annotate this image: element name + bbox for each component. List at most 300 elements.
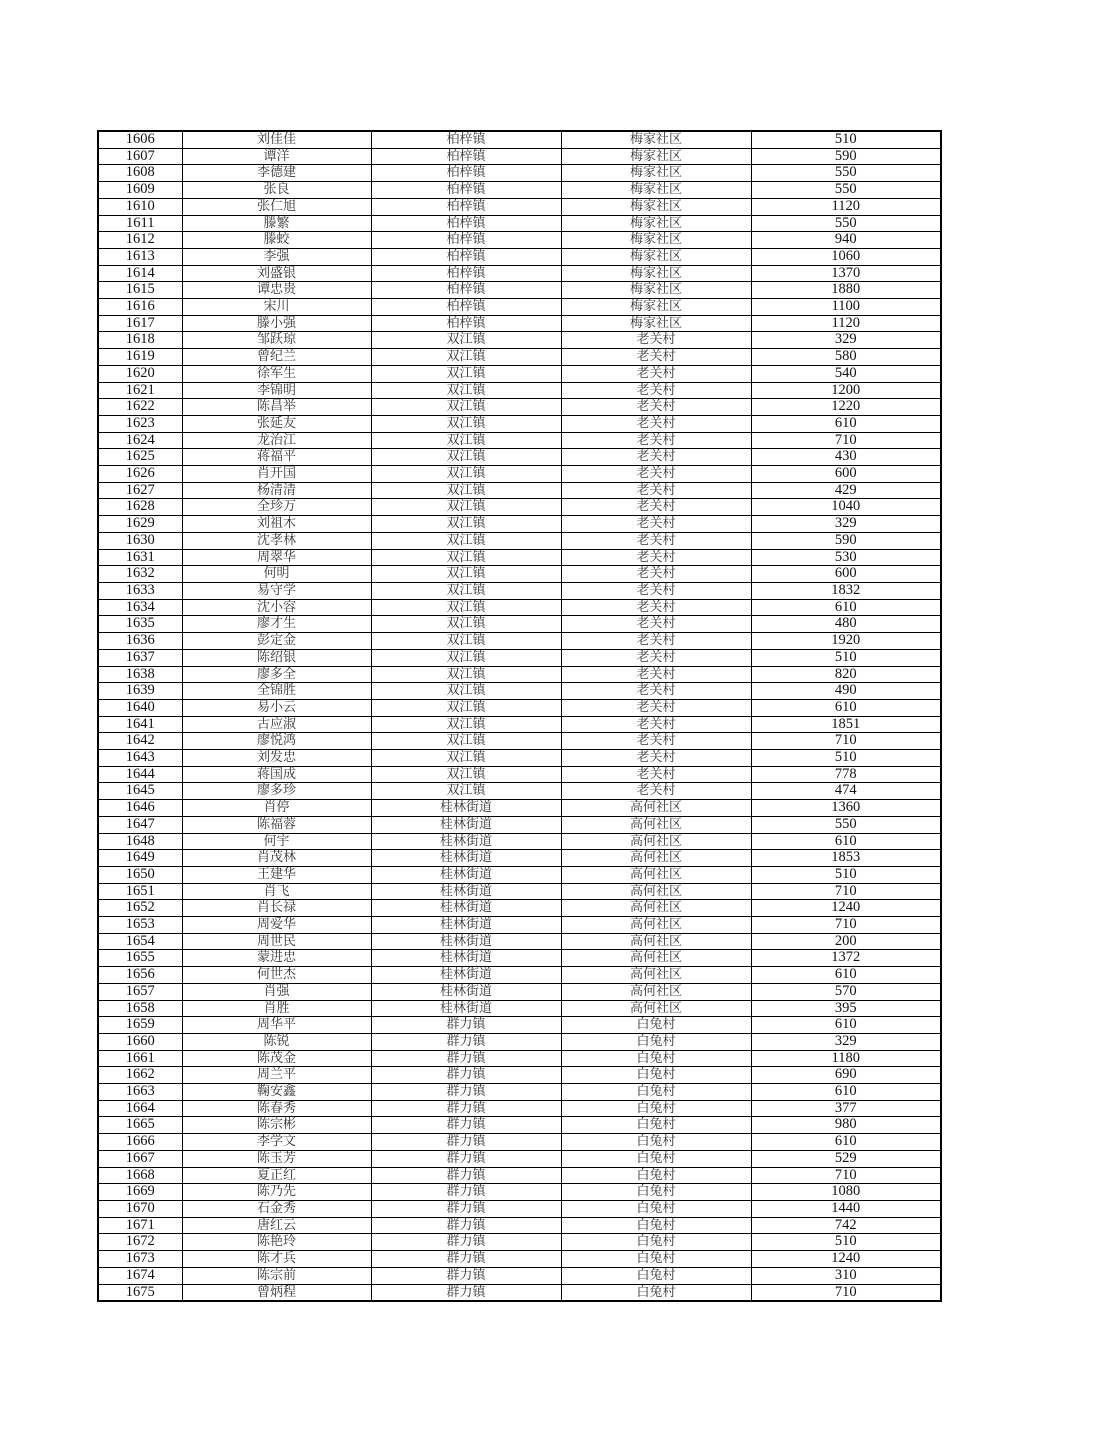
row-number-cell: 1671 — [98, 1217, 182, 1234]
row-number-cell: 1634 — [98, 599, 182, 616]
table-row — [98, 967, 941, 984]
row-number-cell: 1665 — [98, 1117, 182, 1134]
village-cell: 老关村 — [561, 399, 751, 416]
amount-cell: 610 — [751, 415, 941, 432]
name-cell: 肖停 — [182, 800, 371, 817]
name-cell: 陈玉芳 — [182, 1150, 371, 1167]
amount-cell: 510 — [751, 649, 941, 666]
village-cell: 白兔村 — [561, 1150, 751, 1167]
table-row — [98, 299, 941, 316]
amount-cell: 510 — [751, 866, 941, 883]
village-cell: 老关村 — [561, 382, 751, 399]
name-cell: 周世民 — [182, 933, 371, 950]
table-row — [98, 1067, 941, 1084]
row-number-cell: 1637 — [98, 649, 182, 666]
town-cell: 群力镇 — [371, 1033, 561, 1050]
name-cell: 宋川 — [182, 299, 371, 316]
name-cell: 陈宗彬 — [182, 1117, 371, 1134]
village-cell: 梅家社区 — [561, 165, 751, 182]
table-row — [98, 616, 941, 633]
table-row — [98, 1167, 941, 1184]
village-cell: 高何社区 — [561, 917, 751, 934]
row-number-cell: 1658 — [98, 1000, 182, 1017]
table-row — [98, 599, 941, 616]
row-number-cell: 1655 — [98, 950, 182, 967]
town-cell: 柏梓镇 — [371, 198, 561, 215]
name-cell: 易小云 — [182, 699, 371, 716]
village-cell: 白兔村 — [561, 1184, 751, 1201]
village-cell: 老关村 — [561, 499, 751, 516]
amount-cell: 710 — [751, 883, 941, 900]
table-row — [98, 432, 941, 449]
name-cell: 滕繁 — [182, 215, 371, 232]
village-cell: 老关村 — [561, 549, 751, 566]
village-cell: 老关村 — [561, 666, 751, 683]
amount-cell: 590 — [751, 148, 941, 165]
town-cell: 群力镇 — [371, 1067, 561, 1084]
row-number-cell: 1612 — [98, 232, 182, 249]
amount-cell: 550 — [751, 215, 941, 232]
village-cell: 老关村 — [561, 766, 751, 783]
table-row — [98, 1134, 941, 1151]
town-cell: 双江镇 — [371, 499, 561, 516]
town-cell: 柏梓镇 — [371, 215, 561, 232]
village-cell: 白兔村 — [561, 1167, 751, 1184]
row-number-cell: 1632 — [98, 566, 182, 583]
town-cell: 群力镇 — [371, 1201, 561, 1218]
table-row — [98, 549, 941, 566]
amount-cell: 510 — [751, 1234, 941, 1251]
town-cell: 双江镇 — [371, 449, 561, 466]
village-cell: 白兔村 — [561, 1267, 751, 1284]
row-number-cell: 1606 — [98, 131, 182, 148]
table-row — [98, 716, 941, 733]
table-row — [98, 282, 941, 299]
village-cell: 白兔村 — [561, 1201, 751, 1218]
amount-cell: 329 — [751, 516, 941, 533]
name-cell: 廖才生 — [182, 616, 371, 633]
name-cell: 李锦明 — [182, 382, 371, 399]
table-row — [98, 666, 941, 683]
table-row — [98, 332, 941, 349]
row-number-cell: 1650 — [98, 866, 182, 883]
village-cell: 梅家社区 — [561, 215, 751, 232]
name-cell: 谭忠贵 — [182, 282, 371, 299]
town-cell: 双江镇 — [371, 683, 561, 700]
row-number-cell: 1653 — [98, 917, 182, 934]
row-number-cell: 1644 — [98, 766, 182, 783]
name-cell: 蒙进忠 — [182, 950, 371, 967]
amount-cell: 329 — [751, 332, 941, 349]
village-cell: 高何社区 — [561, 833, 751, 850]
row-number-cell: 1624 — [98, 432, 182, 449]
town-cell: 双江镇 — [371, 733, 561, 750]
amount-cell: 600 — [751, 566, 941, 583]
village-cell: 梅家社区 — [561, 198, 751, 215]
amount-cell: 570 — [751, 983, 941, 1000]
town-cell: 双江镇 — [371, 750, 561, 767]
amount-cell: 1100 — [751, 299, 941, 316]
village-cell: 梅家社区 — [561, 131, 751, 148]
row-number-cell: 1669 — [98, 1184, 182, 1201]
name-cell: 邹跃琼 — [182, 332, 371, 349]
name-cell: 周翠华 — [182, 549, 371, 566]
village-cell: 高何社区 — [561, 933, 751, 950]
amount-cell: 610 — [751, 1017, 941, 1034]
name-cell: 刘发忠 — [182, 750, 371, 767]
row-number-cell: 1651 — [98, 883, 182, 900]
town-cell: 双江镇 — [371, 365, 561, 382]
row-number-cell: 1657 — [98, 983, 182, 1000]
town-cell: 群力镇 — [371, 1150, 561, 1167]
row-number-cell: 1647 — [98, 816, 182, 833]
row-number-cell: 1627 — [98, 482, 182, 499]
row-number-cell: 1661 — [98, 1050, 182, 1067]
row-number-cell: 1609 — [98, 182, 182, 199]
table-row — [98, 349, 941, 366]
amount-cell: 778 — [751, 766, 941, 783]
town-cell: 双江镇 — [371, 382, 561, 399]
village-cell: 高何社区 — [561, 866, 751, 883]
table-row — [98, 633, 941, 650]
village-cell: 高何社区 — [561, 950, 751, 967]
name-cell: 徐军生 — [182, 365, 371, 382]
amount-cell: 429 — [751, 482, 941, 499]
name-cell: 廖多珍 — [182, 783, 371, 800]
village-cell: 白兔村 — [561, 1217, 751, 1234]
table-row — [98, 499, 941, 516]
town-cell: 桂林街道 — [371, 850, 561, 867]
town-cell: 群力镇 — [371, 1050, 561, 1067]
town-cell: 群力镇 — [371, 1117, 561, 1134]
name-cell: 陈春秀 — [182, 1100, 371, 1117]
name-cell: 李强 — [182, 248, 371, 265]
town-cell: 双江镇 — [371, 783, 561, 800]
name-cell: 石金秀 — [182, 1201, 371, 1218]
village-cell: 老关村 — [561, 466, 751, 483]
name-cell: 陈乃先 — [182, 1184, 371, 1201]
table-row — [98, 1284, 941, 1301]
village-cell: 白兔村 — [561, 1100, 751, 1117]
amount-cell: 1180 — [751, 1050, 941, 1067]
name-cell: 张延友 — [182, 415, 371, 432]
table-row — [98, 950, 941, 967]
village-cell: 老关村 — [561, 365, 751, 382]
town-cell: 双江镇 — [371, 516, 561, 533]
name-cell: 沈孝林 — [182, 532, 371, 549]
row-number-cell: 1614 — [98, 265, 182, 282]
town-cell: 双江镇 — [371, 482, 561, 499]
amount-cell: 710 — [751, 1167, 941, 1184]
amount-cell: 980 — [751, 1117, 941, 1134]
data-table — [97, 130, 942, 1302]
table-row — [98, 783, 941, 800]
amount-cell: 1240 — [751, 900, 941, 917]
town-cell: 双江镇 — [371, 582, 561, 599]
table-row — [98, 198, 941, 215]
amount-cell: 1880 — [751, 282, 941, 299]
table-row — [98, 983, 941, 1000]
village-cell: 老关村 — [561, 582, 751, 599]
table-row — [98, 850, 941, 867]
row-number-cell: 1649 — [98, 850, 182, 867]
town-cell: 群力镇 — [371, 1217, 561, 1234]
table-row — [98, 482, 941, 499]
name-cell: 李德建 — [182, 165, 371, 182]
name-cell: 龙治江 — [182, 432, 371, 449]
village-cell: 梅家社区 — [561, 148, 751, 165]
amount-cell: 710 — [751, 432, 941, 449]
town-cell: 双江镇 — [371, 699, 561, 716]
town-cell: 柏梓镇 — [371, 282, 561, 299]
table-row — [98, 1000, 941, 1017]
town-cell: 群力镇 — [371, 1017, 561, 1034]
amount-cell: 540 — [751, 365, 941, 382]
village-cell: 老关村 — [561, 783, 751, 800]
name-cell: 刘盛银 — [182, 265, 371, 282]
town-cell: 群力镇 — [371, 1184, 561, 1201]
town-cell: 双江镇 — [371, 616, 561, 633]
table-row — [98, 933, 941, 950]
name-cell: 陈才兵 — [182, 1251, 371, 1268]
name-cell: 彭定金 — [182, 633, 371, 650]
name-cell: 周华平 — [182, 1017, 371, 1034]
amount-cell: 1200 — [751, 382, 941, 399]
row-number-cell: 1673 — [98, 1251, 182, 1268]
table-row — [98, 1184, 941, 1201]
amount-cell: 610 — [751, 967, 941, 984]
town-cell: 桂林街道 — [371, 900, 561, 917]
amount-cell: 1080 — [751, 1184, 941, 1201]
amount-cell: 1851 — [751, 716, 941, 733]
village-cell: 白兔村 — [561, 1234, 751, 1251]
table-row — [98, 131, 941, 148]
name-cell: 何明 — [182, 566, 371, 583]
amount-cell: 820 — [751, 666, 941, 683]
town-cell: 桂林街道 — [371, 983, 561, 1000]
village-cell: 老关村 — [561, 432, 751, 449]
row-number-cell: 1656 — [98, 967, 182, 984]
amount-cell: 510 — [751, 131, 941, 148]
row-number-cell: 1667 — [98, 1150, 182, 1167]
town-cell: 双江镇 — [371, 466, 561, 483]
row-number-cell: 1641 — [98, 716, 182, 733]
name-cell: 肖强 — [182, 983, 371, 1000]
table-row — [98, 182, 941, 199]
name-cell: 陈茂金 — [182, 1050, 371, 1067]
amount-cell: 1220 — [751, 399, 941, 416]
name-cell: 刘祖木 — [182, 516, 371, 533]
row-number-cell: 1621 — [98, 382, 182, 399]
name-cell: 肖茂林 — [182, 850, 371, 867]
amount-cell: 590 — [751, 532, 941, 549]
village-cell: 白兔村 — [561, 1084, 751, 1101]
table-row — [98, 532, 941, 549]
amount-cell: 610 — [751, 1084, 941, 1101]
town-cell: 群力镇 — [371, 1234, 561, 1251]
row-number-cell: 1635 — [98, 616, 182, 633]
table-row — [98, 699, 941, 716]
row-number-cell: 1608 — [98, 165, 182, 182]
town-cell: 柏梓镇 — [371, 165, 561, 182]
name-cell: 何宇 — [182, 833, 371, 850]
row-number-cell: 1620 — [98, 365, 182, 382]
table-body — [98, 131, 941, 1301]
table-row — [98, 866, 941, 883]
amount-cell: 1440 — [751, 1201, 941, 1218]
village-cell: 老关村 — [561, 733, 751, 750]
town-cell: 双江镇 — [371, 549, 561, 566]
row-number-cell: 1672 — [98, 1234, 182, 1251]
name-cell: 李学文 — [182, 1134, 371, 1151]
town-cell: 桂林街道 — [371, 833, 561, 850]
amount-cell: 200 — [751, 933, 941, 950]
town-cell: 群力镇 — [371, 1267, 561, 1284]
table-row — [98, 917, 941, 934]
table-row — [98, 516, 941, 533]
amount-cell: 550 — [751, 816, 941, 833]
amount-cell: 395 — [751, 1000, 941, 1017]
table-row — [98, 816, 941, 833]
table-row — [98, 399, 941, 416]
village-cell: 梅家社区 — [561, 299, 751, 316]
row-number-cell: 1664 — [98, 1100, 182, 1117]
village-cell: 老关村 — [561, 566, 751, 583]
table-row — [98, 1251, 941, 1268]
table-row — [98, 800, 941, 817]
town-cell: 柏梓镇 — [371, 265, 561, 282]
amount-cell: 474 — [751, 783, 941, 800]
name-cell: 曾纪兰 — [182, 349, 371, 366]
amount-cell: 530 — [751, 549, 941, 566]
row-number-cell: 1639 — [98, 683, 182, 700]
table-row — [98, 382, 941, 399]
town-cell: 双江镇 — [371, 532, 561, 549]
row-number-cell: 1675 — [98, 1284, 182, 1301]
table-row — [98, 1033, 941, 1050]
village-cell: 老关村 — [561, 699, 751, 716]
row-number-cell: 1613 — [98, 248, 182, 265]
village-cell: 老关村 — [561, 683, 751, 700]
table-row — [98, 365, 941, 382]
amount-cell: 550 — [751, 182, 941, 199]
row-number-cell: 1659 — [98, 1017, 182, 1034]
town-cell: 群力镇 — [371, 1100, 561, 1117]
town-cell: 柏梓镇 — [371, 232, 561, 249]
amount-cell: 940 — [751, 232, 941, 249]
name-cell: 肖开国 — [182, 466, 371, 483]
row-number-cell: 1617 — [98, 315, 182, 332]
town-cell: 桂林街道 — [371, 1000, 561, 1017]
village-cell: 高何社区 — [561, 983, 751, 1000]
village-cell: 梅家社区 — [561, 248, 751, 265]
town-cell: 桂林街道 — [371, 866, 561, 883]
town-cell: 双江镇 — [371, 415, 561, 432]
amount-cell: 1360 — [751, 800, 941, 817]
village-cell: 老关村 — [561, 349, 751, 366]
amount-cell: 690 — [751, 1067, 941, 1084]
village-cell: 高何社区 — [561, 967, 751, 984]
amount-cell: 1120 — [751, 198, 941, 215]
name-cell: 全锦胜 — [182, 683, 371, 700]
village-cell: 梅家社区 — [561, 182, 751, 199]
name-cell: 易守学 — [182, 582, 371, 599]
town-cell: 群力镇 — [371, 1084, 561, 1101]
amount-cell: 550 — [751, 165, 941, 182]
row-number-cell: 1638 — [98, 666, 182, 683]
name-cell: 何世杰 — [182, 967, 371, 984]
town-cell: 双江镇 — [371, 349, 561, 366]
table-row — [98, 750, 941, 767]
table-row — [98, 883, 941, 900]
town-cell: 柏梓镇 — [371, 131, 561, 148]
village-cell: 老关村 — [561, 599, 751, 616]
name-cell: 周兰平 — [182, 1067, 371, 1084]
amount-cell: 329 — [751, 1033, 941, 1050]
table-row — [98, 215, 941, 232]
name-cell: 鞠安鑫 — [182, 1084, 371, 1101]
amount-cell: 1920 — [751, 633, 941, 650]
town-cell: 双江镇 — [371, 566, 561, 583]
name-cell: 肖飞 — [182, 883, 371, 900]
row-number-cell: 1611 — [98, 215, 182, 232]
amount-cell: 742 — [751, 1217, 941, 1234]
table-row — [98, 1050, 941, 1067]
table-row — [98, 466, 941, 483]
name-cell: 王建华 — [182, 866, 371, 883]
name-cell: 廖多全 — [182, 666, 371, 683]
village-cell: 白兔村 — [561, 1033, 751, 1050]
table-row — [98, 232, 941, 249]
table-row — [98, 449, 941, 466]
name-cell: 杨清清 — [182, 482, 371, 499]
table-row — [98, 1217, 941, 1234]
town-cell: 双江镇 — [371, 766, 561, 783]
name-cell: 陈福蓉 — [182, 816, 371, 833]
row-number-cell: 1610 — [98, 198, 182, 215]
name-cell: 张良 — [182, 182, 371, 199]
town-cell: 桂林街道 — [371, 816, 561, 833]
row-number-cell: 1630 — [98, 532, 182, 549]
amount-cell: 610 — [751, 699, 941, 716]
town-cell: 柏梓镇 — [371, 248, 561, 265]
village-cell: 老关村 — [561, 332, 751, 349]
amount-cell: 1370 — [751, 265, 941, 282]
town-cell: 双江镇 — [371, 432, 561, 449]
amount-cell: 610 — [751, 599, 941, 616]
town-cell: 群力镇 — [371, 1134, 561, 1151]
town-cell: 双江镇 — [371, 599, 561, 616]
row-number-cell: 1625 — [98, 449, 182, 466]
town-cell: 双江镇 — [371, 649, 561, 666]
table-row — [98, 1017, 941, 1034]
amount-cell: 710 — [751, 917, 941, 934]
amount-cell: 1372 — [751, 950, 941, 967]
village-cell: 白兔村 — [561, 1117, 751, 1134]
town-cell: 桂林街道 — [371, 967, 561, 984]
table-row — [98, 766, 941, 783]
name-cell: 陈锐 — [182, 1033, 371, 1050]
row-number-cell: 1640 — [98, 699, 182, 716]
row-number-cell: 1668 — [98, 1167, 182, 1184]
town-cell: 柏梓镇 — [371, 182, 561, 199]
village-cell: 老关村 — [561, 449, 751, 466]
town-cell: 双江镇 — [371, 666, 561, 683]
amount-cell: 1120 — [751, 315, 941, 332]
name-cell: 蒋国成 — [182, 766, 371, 783]
village-cell: 高何社区 — [561, 1000, 751, 1017]
name-cell: 刘佳佳 — [182, 131, 371, 148]
